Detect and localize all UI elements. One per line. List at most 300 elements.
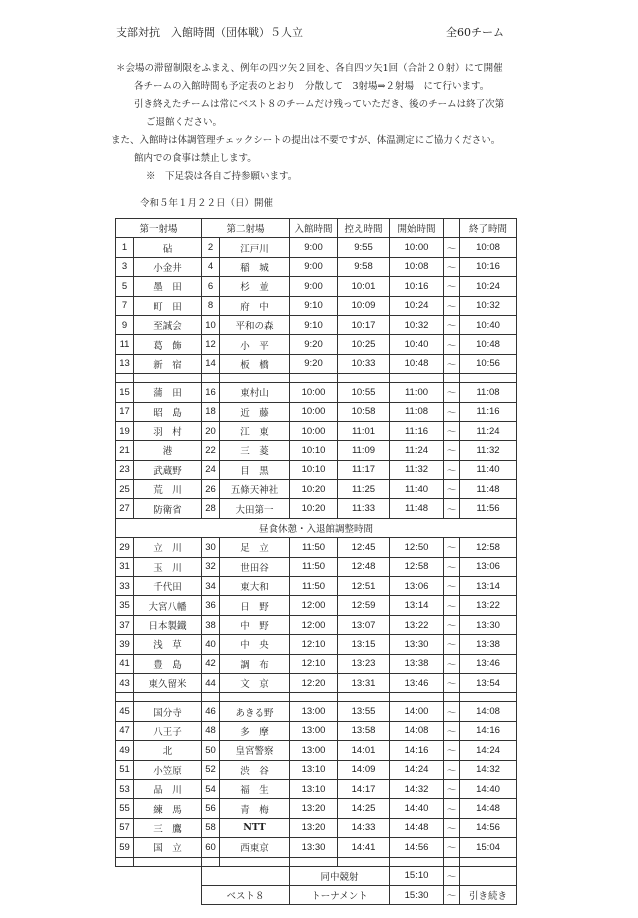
start-time: 11:40 (390, 480, 444, 499)
end-time: 10:16 (460, 257, 517, 276)
start-time: 12:58 (390, 557, 444, 576)
team-name: 板 橋 (220, 354, 290, 373)
table-row (116, 277, 517, 296)
header-tilde (444, 219, 460, 238)
spacer-cell (444, 857, 460, 866)
team-name: 練 馬 (134, 799, 202, 818)
team-name: 北 (134, 741, 202, 760)
table-row (116, 557, 517, 576)
team-number: 60 (202, 838, 220, 857)
table-row (116, 818, 517, 837)
team-name: 杉 並 (220, 277, 290, 296)
team-number: 16 (202, 383, 220, 402)
team-name: 中 野 (220, 615, 290, 634)
wait-time: 11:17 (338, 460, 390, 479)
wait-time: 13:23 (338, 654, 390, 673)
team-name: 三 鷹 (134, 818, 202, 837)
team-number: 30 (202, 538, 220, 557)
table-row (116, 296, 517, 315)
end-time: 12:58 (460, 538, 517, 557)
wait-time: 10:25 (338, 335, 390, 354)
tilde-separator: ～ (444, 838, 460, 857)
footer-row (116, 885, 517, 904)
wait-time: 13:31 (338, 673, 390, 692)
entry-time: 13:10 (290, 779, 338, 798)
team-name: 浅 草 (134, 635, 202, 654)
end-time: 13:38 (460, 635, 517, 654)
table-row (116, 838, 517, 857)
table-row (116, 238, 517, 257)
team-name: 東大和 (220, 577, 290, 596)
table-row (116, 741, 517, 760)
start-time: 14:40 (390, 799, 444, 818)
start-time: 10:48 (390, 354, 444, 373)
start-time: 11:48 (390, 499, 444, 518)
entry-time: 12:10 (290, 654, 338, 673)
tilde-separator: ～ (444, 596, 460, 615)
table-row (116, 354, 517, 373)
note-line: ＊会場の滞留制限をふまえ、例年の四ツ矢２回を、各自四ツ矢1回（合計２０射）にて開催 (116, 63, 503, 74)
header-start-time: 開始時間 (390, 219, 444, 238)
team-name: 港 (134, 441, 202, 460)
start-time: 14:48 (390, 818, 444, 837)
team-name: 江戸川 (220, 238, 290, 257)
team-number: 18 (202, 402, 220, 421)
entry-time: 9:10 (290, 296, 338, 315)
spacer-cell (290, 857, 338, 866)
table-row (116, 596, 517, 615)
team-name: 三 菱 (220, 441, 290, 460)
entry-time: 12:00 (290, 615, 338, 634)
end-time: 11:32 (460, 441, 517, 460)
tilde-separator: ～ (444, 480, 460, 499)
spacer-cell (202, 374, 220, 383)
table-row (116, 480, 517, 499)
team-name: 福 生 (220, 779, 290, 798)
end-time: 10:08 (460, 238, 517, 257)
table-row (116, 577, 517, 596)
team-name: 羽 村 (134, 421, 202, 440)
team-number: 8 (202, 296, 220, 315)
end-time: 13:14 (460, 577, 517, 596)
start-time: 13:46 (390, 673, 444, 692)
team-number: 38 (202, 615, 220, 634)
end-time: 10:24 (460, 277, 517, 296)
wait-time: 14:41 (338, 838, 390, 857)
team-name: 中 央 (220, 635, 290, 654)
team-number: 5 (116, 277, 134, 296)
start-time: 10:32 (390, 315, 444, 334)
wait-time: 14:33 (338, 818, 390, 837)
tilde-separator: ～ (444, 296, 460, 315)
tilde-separator: ～ (444, 702, 460, 721)
tilde-separator: ～ (444, 673, 460, 692)
start-time: 14:16 (390, 741, 444, 760)
table-row (116, 615, 517, 634)
spacer-cell (116, 693, 134, 702)
start-time: 14:56 (390, 838, 444, 857)
end-time: 11:16 (460, 402, 517, 421)
spacer-cell (116, 374, 134, 383)
team-count: 全60チーム (446, 26, 504, 39)
tilde-separator: ～ (444, 615, 460, 634)
end-time: 10:56 (460, 354, 517, 373)
team-number: 29 (116, 538, 134, 557)
table-row (116, 799, 517, 818)
team-name: 東村山 (220, 383, 290, 402)
spacer-cell (220, 857, 290, 866)
spacer-cell (390, 693, 444, 702)
tilde-separator: ～ (444, 760, 460, 779)
team-name: 小 平 (220, 335, 290, 354)
team-name: 蒲 田 (134, 383, 202, 402)
table-row (116, 673, 517, 692)
note-line: 館内での食事は禁止します。 (134, 153, 257, 164)
spacer-cell (460, 857, 517, 866)
wait-time: 14:09 (338, 760, 390, 779)
spacer-cell (202, 857, 220, 866)
start-time: 14:32 (390, 779, 444, 798)
tilde-separator: ～ (444, 654, 460, 673)
team-number: 22 (202, 441, 220, 460)
note-line: 各チームの入館時間も予定表のとおり 分散して 3射場⇒２射場 にて行います。 (134, 81, 490, 92)
team-number: 37 (116, 615, 134, 634)
team-name: 葛 飾 (134, 335, 202, 354)
note-line: 引き終えたチームは常にベスト８のチームだけ残っていただき、後のチームは終了次第 (134, 99, 505, 110)
header-wait-time: 控え時間 (338, 219, 390, 238)
note-line: ※ 下足袋は各自ご持参願います。 (146, 171, 298, 182)
wait-time: 11:33 (338, 499, 390, 518)
end-time: 11:40 (460, 460, 517, 479)
spacer-row (116, 693, 517, 702)
team-number: 23 (116, 460, 134, 479)
team-number: 13 (116, 354, 134, 373)
entry-time: 11:50 (290, 538, 338, 557)
team-name: 足 立 (220, 538, 290, 557)
wait-time: 9:55 (338, 238, 390, 257)
end-time: 10:48 (460, 335, 517, 354)
table-row (116, 383, 517, 402)
start-time: 11:32 (390, 460, 444, 479)
start-time: 14:08 (390, 721, 444, 740)
wait-time: 12:59 (338, 596, 390, 615)
team-name: 小金井 (134, 257, 202, 276)
table-row (116, 421, 517, 440)
entry-time: 13:00 (290, 721, 338, 740)
tilde-separator: ～ (444, 538, 460, 557)
start-time: 11:08 (390, 402, 444, 421)
footer-empty (116, 866, 202, 885)
entry-time: 10:10 (290, 460, 338, 479)
tilde-separator: ～ (444, 315, 460, 334)
schedule-body (116, 238, 517, 905)
start-time: 13:38 (390, 654, 444, 673)
team-name: 日 野 (220, 596, 290, 615)
team-name: 立 川 (134, 538, 202, 557)
tilde-separator: ～ (444, 460, 460, 479)
team-number: 21 (116, 441, 134, 460)
end-time: 14:08 (460, 702, 517, 721)
table-row (116, 779, 517, 798)
footer-end-note: 引き続き (460, 885, 517, 904)
wait-time: 13:15 (338, 635, 390, 654)
team-number: 54 (202, 779, 220, 798)
end-time: 11:08 (460, 383, 517, 402)
spacer-cell (460, 374, 517, 383)
spacer-cell (202, 693, 220, 702)
team-number: 49 (116, 741, 134, 760)
table-row (116, 460, 517, 479)
wait-time: 9:58 (338, 257, 390, 276)
team-name: 砧 (134, 238, 202, 257)
team-number: 40 (202, 635, 220, 654)
table-row (116, 441, 517, 460)
team-name: 五條天神社 (220, 480, 290, 499)
end-time: 14:16 (460, 721, 517, 740)
end-time: 11:56 (460, 499, 517, 518)
tilde-separator: ～ (444, 799, 460, 818)
entry-time: 12:00 (290, 596, 338, 615)
team-number: 44 (202, 673, 220, 692)
tilde-separator: ～ (444, 354, 460, 373)
footer-row (116, 866, 517, 885)
team-number: 15 (116, 383, 134, 402)
end-time: 10:32 (460, 296, 517, 315)
team-number: 25 (116, 480, 134, 499)
wait-time: 12:51 (338, 577, 390, 596)
team-number: 46 (202, 702, 220, 721)
team-name: 青 梅 (220, 799, 290, 818)
start-time: 11:00 (390, 383, 444, 402)
table-row (116, 760, 517, 779)
end-time: 15:04 (460, 838, 517, 857)
entry-time: 13:20 (290, 799, 338, 818)
start-time: 10:00 (390, 238, 444, 257)
team-number: 26 (202, 480, 220, 499)
team-number: 32 (202, 557, 220, 576)
team-number: 48 (202, 721, 220, 740)
table-row (116, 654, 517, 673)
entry-time: 10:20 (290, 480, 338, 499)
team-number: 3 (116, 257, 134, 276)
spacer-cell (390, 857, 444, 866)
notes (111, 60, 505, 186)
team-name: 文 京 (220, 673, 290, 692)
page-title: 支部対抗 入館時間（団体戦）５人立 (116, 26, 303, 39)
start-time: 13:14 (390, 596, 444, 615)
end-time: 13:46 (460, 654, 517, 673)
spacer-cell (134, 374, 202, 383)
team-name: 稲 城 (220, 257, 290, 276)
tilde-separator: ～ (444, 277, 460, 296)
footer-event-label: 同中競射 (290, 866, 390, 885)
end-time: 14:32 (460, 760, 517, 779)
wait-time: 12:48 (338, 557, 390, 576)
tilde-separator: ～ (444, 577, 460, 596)
wait-time: 14:25 (338, 799, 390, 818)
lunch-row (116, 518, 517, 537)
spacer-cell (338, 857, 390, 866)
wait-time: 13:07 (338, 615, 390, 634)
end-time: 14:48 (460, 799, 517, 818)
entry-time: 9:20 (290, 354, 338, 373)
tilde-separator: ～ (444, 441, 460, 460)
tilde-separator: ～ (444, 499, 460, 518)
team-name: 渋 谷 (220, 760, 290, 779)
wait-time: 10:09 (338, 296, 390, 315)
end-time: 11:24 (460, 421, 517, 440)
team-number: 10 (202, 315, 220, 334)
team-name: 国 立 (134, 838, 202, 857)
spacer-cell (338, 693, 390, 702)
team-name: 江 東 (220, 421, 290, 440)
team-number: 9 (116, 315, 134, 334)
wait-time: 13:55 (338, 702, 390, 721)
spacer-row (116, 857, 517, 866)
tilde-separator: ～ (444, 421, 460, 440)
spacer-cell (290, 374, 338, 383)
tilde-separator: ～ (444, 721, 460, 740)
header-first-range: 第一射場 (116, 219, 202, 238)
table-row (116, 538, 517, 557)
team-number: 43 (116, 673, 134, 692)
team-name: 日本製鐵 (134, 615, 202, 634)
start-time: 13:06 (390, 577, 444, 596)
wait-time: 11:25 (338, 480, 390, 499)
end-time: 14:40 (460, 779, 517, 798)
team-name: 新 宿 (134, 354, 202, 373)
team-name: 西東京 (220, 838, 290, 857)
tilde-separator: ～ (444, 779, 460, 798)
tilde-separator: ～ (444, 635, 460, 654)
header-second-range: 第二射場 (202, 219, 290, 238)
tilde-separator: ～ (444, 557, 460, 576)
team-name: 世田谷 (220, 557, 290, 576)
spacer-cell (134, 693, 202, 702)
team-name: 近 藤 (220, 402, 290, 421)
lunch-break-label: 昼食休憩・入退館調整時間 (116, 518, 517, 537)
team-name: 至誠会 (134, 315, 202, 334)
entry-time: 13:20 (290, 818, 338, 837)
start-time: 12:50 (390, 538, 444, 557)
team-number: 19 (116, 421, 134, 440)
team-name: 目 黒 (220, 460, 290, 479)
team-number: 39 (116, 635, 134, 654)
end-time: 11:48 (460, 480, 517, 499)
spacer-cell (444, 693, 460, 702)
spacer-cell (338, 374, 390, 383)
entry-time: 10:20 (290, 499, 338, 518)
table-row (116, 402, 517, 421)
end-time: 13:54 (460, 673, 517, 692)
footer-left-label: ベスト８ (202, 885, 290, 904)
team-number: 33 (116, 577, 134, 596)
team-number: 24 (202, 460, 220, 479)
wait-time: 10:58 (338, 402, 390, 421)
wait-time: 14:01 (338, 741, 390, 760)
entry-time: 11:50 (290, 577, 338, 596)
entry-time: 10:00 (290, 383, 338, 402)
team-number: 51 (116, 760, 134, 779)
team-number: 1 (116, 238, 134, 257)
entry-time: 13:10 (290, 760, 338, 779)
team-name: 昭 島 (134, 402, 202, 421)
note-line: ご退館ください。 (146, 117, 223, 128)
tilde-separator: ～ (444, 383, 460, 402)
wait-time: 11:01 (338, 421, 390, 440)
spacer-cell (220, 374, 290, 383)
start-time: 10:24 (390, 296, 444, 315)
tilde-separator: ～ (444, 335, 460, 354)
team-number: 41 (116, 654, 134, 673)
wait-time: 10:17 (338, 315, 390, 334)
note-line: また、入館時は体調管理チェックシートの提出は不要ですが、体温測定にご協力ください。 (111, 135, 501, 146)
team-number: 28 (202, 499, 220, 518)
entry-time: 10:10 (290, 441, 338, 460)
team-name: 豊 島 (134, 654, 202, 673)
start-time: 11:16 (390, 421, 444, 440)
footer-event-label: トーナメント (290, 885, 390, 904)
team-name: 荒 川 (134, 480, 202, 499)
wait-time: 11:09 (338, 441, 390, 460)
header-entry-time: 入館時間 (290, 219, 338, 238)
entry-time: 12:20 (290, 673, 338, 692)
team-number: 57 (116, 818, 134, 837)
team-number: 53 (116, 779, 134, 798)
tilde-separator: ～ (444, 866, 460, 885)
team-number: 45 (116, 702, 134, 721)
team-number: 58 (202, 818, 220, 837)
team-number: 17 (116, 402, 134, 421)
tilde-separator: ～ (444, 238, 460, 257)
table-row (116, 315, 517, 334)
header-end-time: 終了時間 (460, 219, 517, 238)
spacer-cell (290, 693, 338, 702)
spacer-cell (134, 857, 202, 866)
team-name: NTT (220, 818, 290, 837)
team-name: 小笠原 (134, 760, 202, 779)
entry-time: 9:00 (290, 257, 338, 276)
footer-left-label (202, 866, 290, 885)
team-number: 20 (202, 421, 220, 440)
team-number: 31 (116, 557, 134, 576)
team-name: 武蔵野 (134, 460, 202, 479)
start-time: 10:40 (390, 335, 444, 354)
spacer-cell (220, 693, 290, 702)
tilde-separator: ～ (444, 741, 460, 760)
team-number: 55 (116, 799, 134, 818)
team-number: 35 (116, 596, 134, 615)
team-number: 27 (116, 499, 134, 518)
wait-time: 10:55 (338, 383, 390, 402)
team-name: 大田第一 (220, 499, 290, 518)
end-time: 13:30 (460, 615, 517, 634)
team-number: 14 (202, 354, 220, 373)
wait-time: 10:33 (338, 354, 390, 373)
entry-time: 11:50 (290, 557, 338, 576)
entry-time: 13:30 (290, 838, 338, 857)
table-row (116, 635, 517, 654)
schedule-table (115, 218, 517, 905)
spacer-cell (444, 374, 460, 383)
team-number: 36 (202, 596, 220, 615)
table-row (116, 499, 517, 518)
event-date: 令和５年１月２２日（日）開催 (140, 198, 274, 209)
team-name: 平和の森 (220, 315, 290, 334)
wait-time: 10:01 (338, 277, 390, 296)
entry-time: 9:20 (290, 335, 338, 354)
entry-time: 13:00 (290, 741, 338, 760)
